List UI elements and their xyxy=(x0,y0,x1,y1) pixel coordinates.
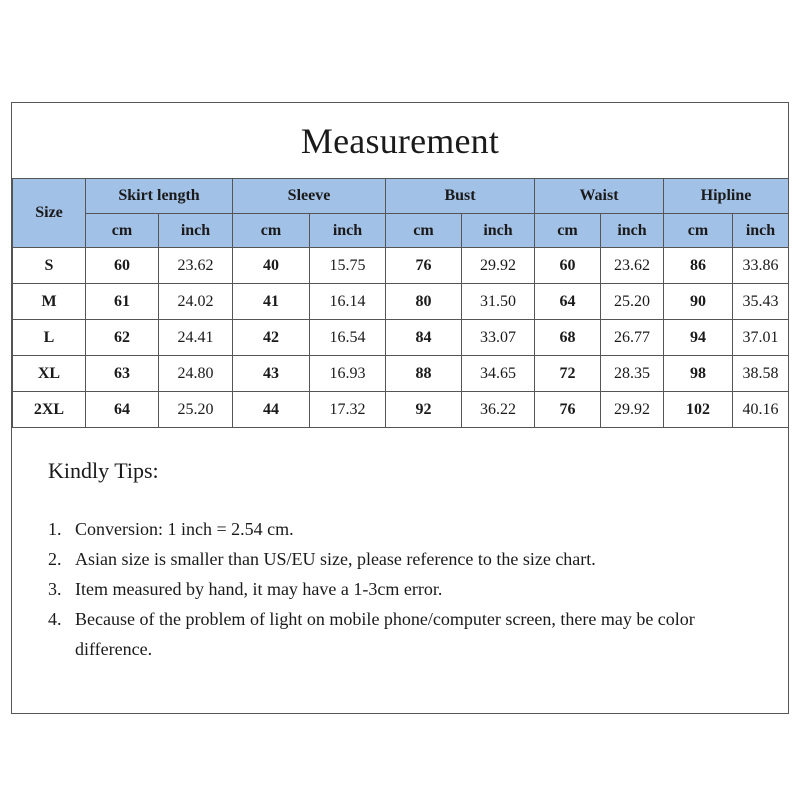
unit-header-cm: cm xyxy=(664,214,733,248)
inch-cell: 31.50 xyxy=(462,284,535,320)
tip-text: Item measured by hand, it may have a 1-3cm error. xyxy=(75,579,443,599)
kindly-tips xyxy=(48,458,768,664)
inch-cell: 29.92 xyxy=(462,248,535,284)
inch-cell: 33.86 xyxy=(733,248,789,284)
size-cell: XL xyxy=(13,356,86,392)
inch-cell: 33.07 xyxy=(462,320,535,356)
cm-cell: 86 xyxy=(664,248,733,284)
inch-cell: 28.35 xyxy=(601,356,664,392)
table-row xyxy=(13,284,789,320)
size-cell: 2XL xyxy=(13,392,86,428)
inch-cell: 35.43 xyxy=(733,284,789,320)
inch-cell: 38.58 xyxy=(733,356,789,392)
tip-text: Asian size is smaller than US/EU size, please reference to the size chart. xyxy=(75,549,596,569)
table-row xyxy=(13,392,789,428)
tip-text: Conversion: 1 inch = 2.54 cm. xyxy=(75,519,294,539)
cm-cell: 94 xyxy=(664,320,733,356)
cm-cell: 44 xyxy=(233,392,310,428)
cm-cell: 63 xyxy=(86,356,159,392)
group-header-hipline: Hipline xyxy=(664,179,789,214)
cm-cell: 62 xyxy=(86,320,159,356)
inch-cell: 36.22 xyxy=(462,392,535,428)
cm-cell: 64 xyxy=(535,284,601,320)
cm-cell: 61 xyxy=(86,284,159,320)
inch-cell: 16.14 xyxy=(310,284,386,320)
list-item xyxy=(48,604,768,664)
inch-cell: 24.02 xyxy=(159,284,233,320)
size-cell: M xyxy=(13,284,86,320)
unit-header-cm: cm xyxy=(86,214,159,248)
inch-cell: 29.92 xyxy=(601,392,664,428)
cm-cell: 92 xyxy=(386,392,462,428)
table-header-row xyxy=(13,179,789,214)
unit-header-cm: cm xyxy=(233,214,310,248)
list-item xyxy=(48,574,768,604)
unit-header-cm: cm xyxy=(386,214,462,248)
unit-header-inch: inch xyxy=(601,214,664,248)
unit-header-inch: inch xyxy=(733,214,789,248)
group-header-bust: Bust xyxy=(386,179,535,214)
cm-cell: 41 xyxy=(233,284,310,320)
cm-cell: 76 xyxy=(535,392,601,428)
cm-cell: 102 xyxy=(664,392,733,428)
inch-cell: 23.62 xyxy=(601,248,664,284)
inch-cell: 15.75 xyxy=(310,248,386,284)
unit-header-inch: inch xyxy=(159,214,233,248)
tips-title: Kindly Tips: xyxy=(48,458,159,483)
cm-cell: 40 xyxy=(233,248,310,284)
inch-cell: 26.77 xyxy=(601,320,664,356)
size-cell: S xyxy=(13,248,86,284)
inch-cell: 16.54 xyxy=(310,320,386,356)
unit-header-inch: inch xyxy=(462,214,535,248)
cm-cell: 60 xyxy=(535,248,601,284)
tip-number: 1. xyxy=(48,519,62,539)
size-header: Size xyxy=(13,179,86,248)
cm-cell: 84 xyxy=(386,320,462,356)
table-row xyxy=(13,320,789,356)
inch-cell: 17.32 xyxy=(310,392,386,428)
size-table xyxy=(12,178,789,428)
cm-cell: 88 xyxy=(386,356,462,392)
tip-text: Because of the problem of light on mobile phone/computer screen, there may be color difference. xyxy=(75,609,695,659)
inch-cell: 16.93 xyxy=(310,356,386,392)
table-unit-row xyxy=(13,214,789,248)
cm-cell: 64 xyxy=(86,392,159,428)
cm-cell: 43 xyxy=(233,356,310,392)
inch-cell: 25.20 xyxy=(159,392,233,428)
table-row xyxy=(13,248,789,284)
inch-cell: 24.80 xyxy=(159,356,233,392)
cm-cell: 90 xyxy=(664,284,733,320)
group-header-skirt-length: Skirt length xyxy=(86,179,233,214)
inch-cell: 23.62 xyxy=(159,248,233,284)
inch-cell: 25.20 xyxy=(601,284,664,320)
unit-header-cm: cm xyxy=(535,214,601,248)
cm-cell: 68 xyxy=(535,320,601,356)
inch-cell: 34.65 xyxy=(462,356,535,392)
group-header-waist: Waist xyxy=(535,179,664,214)
cm-cell: 72 xyxy=(535,356,601,392)
inch-cell: 24.41 xyxy=(159,320,233,356)
tip-number: 4. xyxy=(48,609,62,629)
cm-cell: 80 xyxy=(386,284,462,320)
tip-number: 2. xyxy=(48,549,62,569)
size-cell: L xyxy=(13,320,86,356)
list-item xyxy=(48,544,768,574)
size-chart-sheet xyxy=(11,102,789,714)
group-header-sleeve: Sleeve xyxy=(233,179,386,214)
cm-cell: 42 xyxy=(233,320,310,356)
cm-cell: 76 xyxy=(386,248,462,284)
unit-header-inch: inch xyxy=(310,214,386,248)
inch-cell: 40.16 xyxy=(733,392,789,428)
cm-cell: 60 xyxy=(86,248,159,284)
page-title: Measurement xyxy=(300,121,500,161)
table-row xyxy=(13,356,789,392)
inch-cell: 37.01 xyxy=(733,320,789,356)
tip-number: 3. xyxy=(48,579,62,599)
cm-cell: 98 xyxy=(664,356,733,392)
list-item xyxy=(48,514,768,544)
tips-list xyxy=(48,514,768,664)
